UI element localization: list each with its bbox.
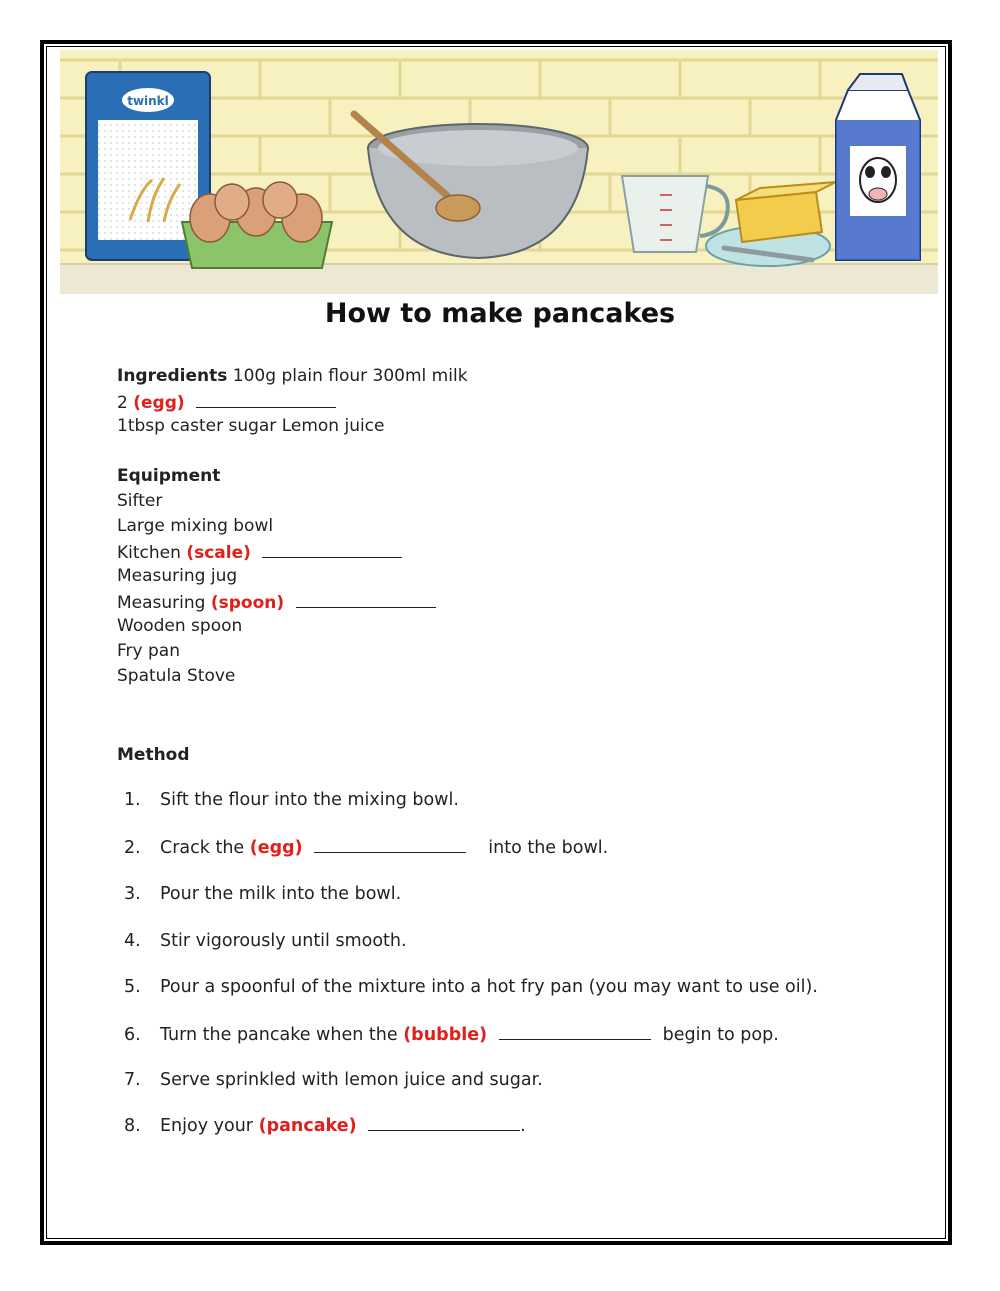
spoon-blank[interactable] [296,589,436,608]
step-text: Stir vigorously until smooth. [160,931,407,951]
step-number: 6. [124,1025,141,1045]
method-step-2 [124,834,608,861]
step-text: Enjoy your [160,1116,253,1136]
equipment-measuring-jug: Measuring jug [117,566,238,586]
equipment-heading: Equipment [117,466,221,486]
kitchen-banner-illustration [60,50,938,294]
step-6-answer: (bubble) [403,1025,488,1045]
step-8-answer: (pancake) [258,1116,357,1136]
equipment-mixing-bowl: Large mixing bowl [117,516,274,536]
step-number: 2. [124,838,141,858]
method-step-6 [124,1021,779,1048]
step-text: Crack the [160,838,245,858]
ingredients-heading: Ingredients [117,366,228,386]
step-number: 4. [124,931,141,951]
step-number: 1. [124,790,141,810]
method-step-5 [124,974,818,1000]
step-text: Sift the flour into the mixing bowl. [160,790,459,810]
svg-text:twinkl: twinkl [127,94,169,108]
step-2-answer: (egg) [249,838,303,858]
equipment-measuring-spoon [117,589,436,616]
step-6-blank[interactable] [499,1021,651,1040]
step-number: 7. [124,1070,141,1090]
step-number: 3. [124,884,141,904]
equipment-spatula-stove: Spatula Stove [117,666,236,686]
step-8-blank[interactable] [368,1112,520,1131]
step-text: into the bowl. [488,838,609,858]
equipment-sifter: Sifter [117,491,163,511]
ingredients-line-1 [117,364,468,389]
page-title: How to make pancakes [324,298,676,329]
step-text: Pour the milk into the bowl. [160,884,402,904]
ingredients-flour-milk: 100g plain flour 300ml milk [232,366,468,386]
equipment-fry-pan: Fry pan [117,641,180,661]
method-step-1 [124,787,459,813]
step-number: 8. [124,1116,141,1136]
step-2-blank[interactable] [314,834,466,853]
step-text: . [520,1116,526,1136]
egg-answer: (egg) [133,393,185,413]
scale-prefix: Kitchen [117,543,181,563]
method-step-7 [124,1067,543,1093]
step-text: Turn the pancake when the [160,1025,398,1045]
scale-answer: (scale) [186,543,251,563]
ingredients-line-2 [117,389,336,416]
step-number: 5. [124,977,141,997]
equipment-wooden-spoon: Wooden spoon [117,616,243,636]
method-step-3 [124,881,401,907]
egg-blank[interactable] [196,389,336,408]
spoon-answer: (spoon) [210,593,285,613]
ingredients-line-3: 1tbsp caster sugar Lemon juice [117,416,385,436]
step-text: begin to pop. [662,1025,779,1045]
step-text: Pour a spoonful of the mixture into a hot fry pan (you may want to use oil). [160,977,818,997]
scale-blank[interactable] [262,539,402,558]
step-text: Serve sprinkled with lemon juice and sugar. [160,1070,543,1090]
milk-carton-icon [836,74,920,260]
spoon-prefix: Measuring [117,593,206,613]
egg-carton-icon [182,182,332,268]
ingredients-egg-count: 2 [117,393,128,413]
method-heading: Method [117,745,190,765]
equipment-kitchen-scale [117,539,402,566]
method-step-4 [124,928,407,954]
method-step-8 [124,1112,526,1139]
